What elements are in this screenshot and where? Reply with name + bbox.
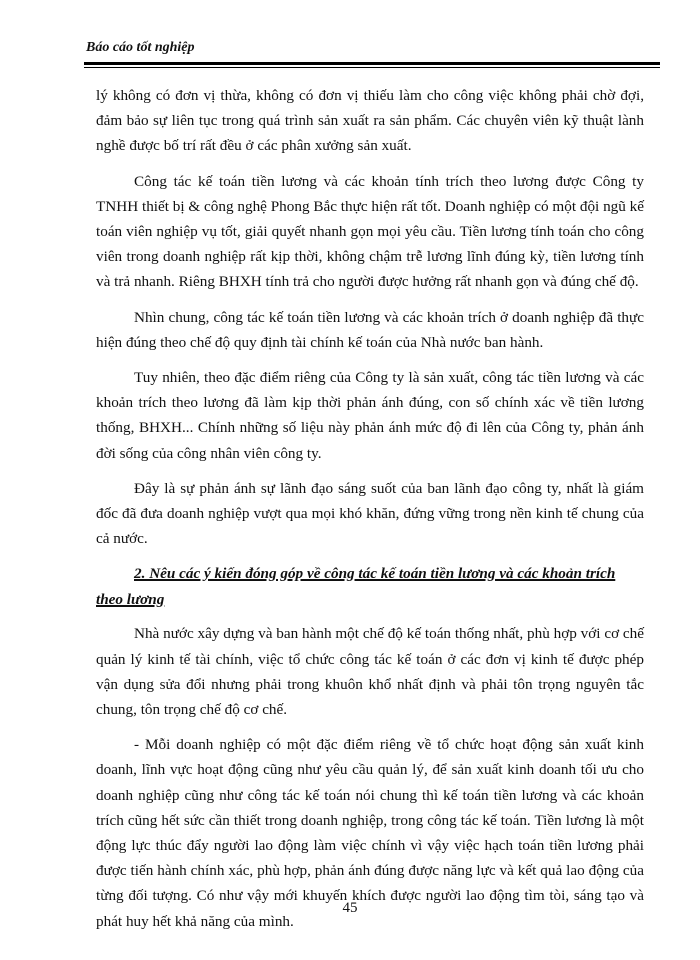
section-heading: 2. Nêu các ý kiến đóng góp về công tác kế toán tiền lương và các khoản trích theo lương	[96, 565, 616, 609]
paragraph: Công tác kế toán tiền lương và các khoản tính trích theo lương được Công ty TNHH thiết bị & công nghệ Phong Bắc thực hiện rất tốt. Doanh nghiệp có một đội ngũ kế toán viên nghiệp vụ tốt, giải quyết nhanh gọn mọi yêu cầu. Tiền lương tính toán cho công viên trong doanh nghiệp rất kịp thời, không chậm trễ lương lĩnh đúng kỳ, tiền lương tính và trả nhanh. Riêng BHXH tính trả cho người được hưởng rất nhanh gọn và đúng chế độ.	[96, 172, 644, 291]
paragraph: Nhìn chung, công tác kế toán tiền lương và các khoản trích ở doanh nghiệp đã thực hiện đúng theo chế độ quy định tài chính kế toán của Nhà nước ban hành.	[96, 308, 644, 351]
page-number: 45	[342, 900, 358, 916]
page-header-title: Báo cáo tốt nghiệp	[86, 40, 195, 55]
paragraph: Tuy nhiên, theo đặc điểm riêng của Công ty là sản xuất, công tác tiền lương và các khoản trích theo lương đã làm kịp thời phản ánh đúng, con số chính xác về tiền lương thống, BHXH... Chính những số liệu này phản ánh mức độ đi lên của Công ty, phản ánh đời sống của công nhân viên công ty.	[96, 369, 644, 462]
header-rule-thick	[84, 62, 660, 65]
paragraph: Nhà nước xây dựng và ban hành một chế độ kế toán thống nhất, phù hợp với cơ chế quản lý kinh tế tài chính, việc tổ chức công tác kế toán ở các đơn vị kinh tế được phép vận dụng sửa đổi nhưng phải trong khuôn khổ nhất định và phải tôn trọng nguyên tắc chung, tôn trọng chế độ cơ chế.	[96, 625, 644, 719]
header-rule-thin	[84, 67, 660, 68]
document-body	[96, 83, 644, 944]
paragraph: Đây là sự phản ánh sự lãnh đạo sáng suốt của ban lãnh đạo công ty, nhất là giám đốc đã đưa doanh nghiệp vượt qua mọi khó khăn, đứng vững trong nền kinh tế chung của cả nước.	[96, 479, 644, 548]
paragraph: - Mỗi doanh nghiệp có một đặc điểm riêng về tổ chức hoạt động sản xuất kinh doanh, lĩnh vực hoạt động cũng như yêu cầu quản lý, để sản xuất kinh doanh tối ưu cho doanh nghiệp cũng như công tác kế toán nói chung thì kế toán tiền lương và các khoản trích cũng hết sức cần thiết trong doanh nghiệp, trong công tác kế toán. Tiền lương là một động lực thúc đẩy người lao động làm việc chính vì vậy việc hạch toán tiền lương phải được tiến hành chính xác, phù hợp, phản ánh đúng được năng lực và kết quả lao động của từng đối tượng. Có như vậy mới khuyến khích được người lao động tìm tòi, sáng tạo và phát huy hết khả năng của mình.	[96, 736, 644, 930]
paragraph-continued: lý không có đơn vị thừa, không có đơn vị thiếu làm cho công việc không phải chờ đợi, đảm bảo sự liên tục trong quá trình sản xuất ra sản phẩm. Các chuyên viên kỹ thuật lành nghề được bố trí rất đều ở các phân xưởng sản xuất.	[96, 87, 644, 155]
